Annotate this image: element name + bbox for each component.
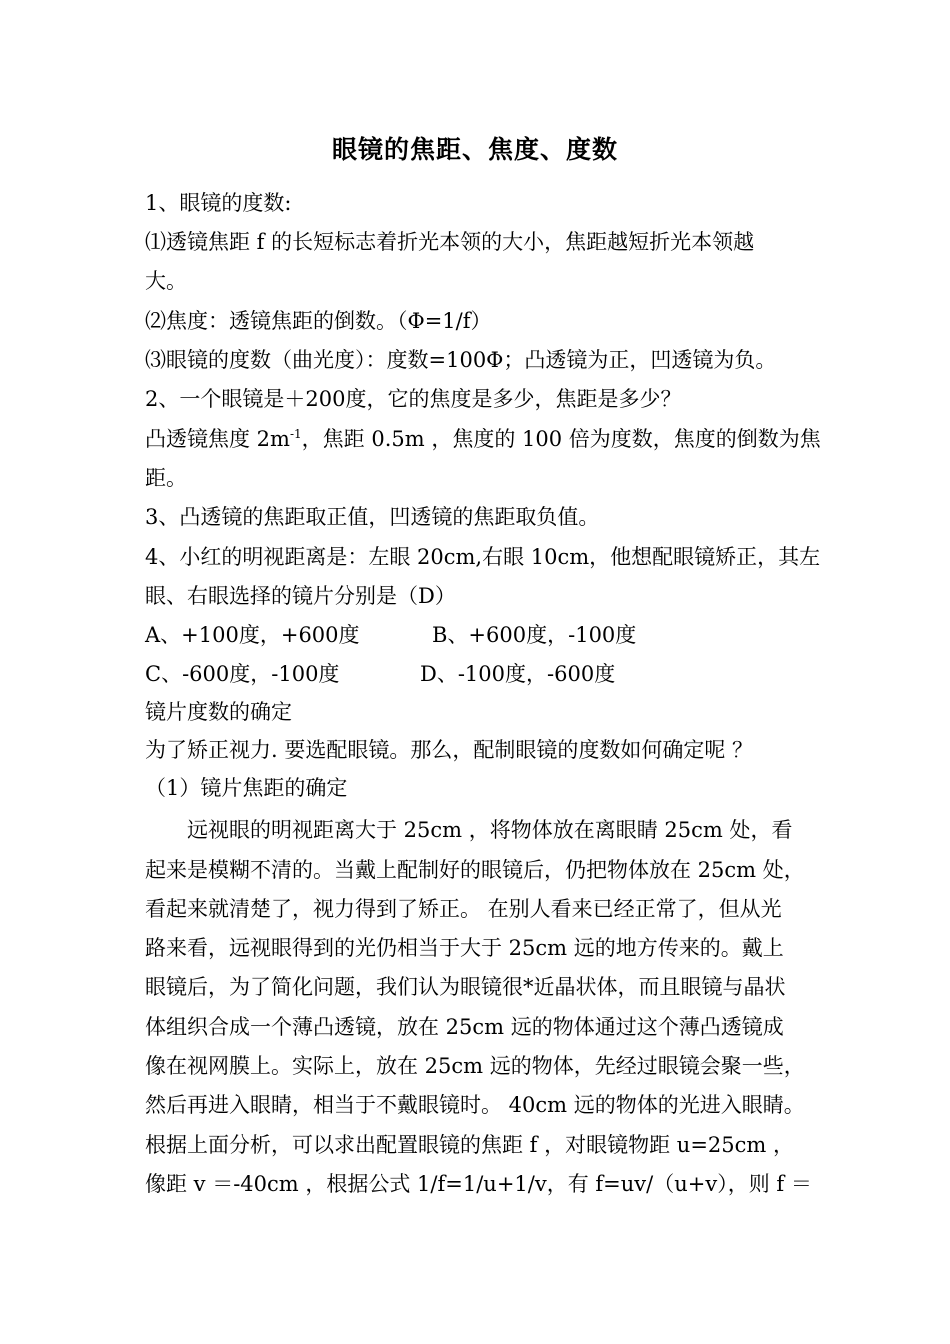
text-line xyxy=(145,424,825,454)
text-fragment: 凸透镜焦度 2m xyxy=(145,427,290,451)
text-line: ⑵焦度：透镜焦距的倒数。（Φ=1/f） xyxy=(145,309,492,333)
paragraph-line: 像距 v ＝-40cm ，根据公式 1/f=1/u+1/v，有 f=uv/（u+v），则 f ＝ xyxy=(145,1172,812,1196)
text-line: 大。 xyxy=(145,269,187,293)
superscript: -1 xyxy=(289,427,302,441)
paragraph-line: 远视眼的明视距离大于 25cm ，将物体放在离眼睛 25cm 处，看 xyxy=(187,818,793,842)
subsection-heading: 镜片度数的确定 xyxy=(145,700,292,724)
page-title: 眼镜的焦距、焦度、度数 xyxy=(331,135,618,164)
option-b: B、+600度，-100度 xyxy=(432,623,637,647)
section-2-heading: 2、一个眼镜是＋200度，它的焦度是多少，焦距是多少？ xyxy=(145,387,682,411)
paragraph-line: 路来看，远视眼得到的光仍相当于大于 25cm 远的地方传来的。戴上 xyxy=(145,936,784,960)
paragraph-line: 像在视网膜上。实际上，放在 25cm 远的物体，先经过眼镜会聚一些， xyxy=(145,1054,805,1078)
paragraph-line: 然后再进入眼睛，相当于不戴眼镜时。 40cm 远的物体的光进入眼睛。 xyxy=(145,1093,805,1117)
paragraph-line: 起来是模糊不清的。当戴上配制好的眼镜后，仍把物体放在 25cm 处， xyxy=(145,858,805,882)
text-fragment: ，焦距 0.5m ，焦度的 100 倍为度数，焦度的倒数为焦 xyxy=(301,427,821,451)
paragraph-line: 看起来就清楚了，视力得到了矫正。 在别人看来已经正常了，但从光 xyxy=(145,897,782,921)
paragraph-line: 体组织合成一个薄凸透镜，放在 25cm 远的物体通过这个薄凸透镜成 xyxy=(145,1015,784,1039)
paragraph-line: 根据上面分析，可以求出配置眼镜的焦距 f ，对眼镜物距 u=25cm ， xyxy=(145,1133,794,1157)
text-line: ⑶眼镜的度数（曲光度）：度数=100Φ；凸透镜为正，凹透镜为负。 xyxy=(145,348,777,372)
paragraph-line: 眼镜后，为了简化问题，我们认为眼镜很*近晶状体，而且眼镜与晶状 xyxy=(145,975,786,999)
subsection-heading: （1）镜片焦距的确定 xyxy=(145,776,348,800)
text-line: ⑴透镜焦距 f 的长短标志着折光本领的大小，焦距越短折光本领越 xyxy=(145,230,755,254)
section-3-heading: 3、凸透镜的焦距取正值，凹透镜的焦距取负值。 xyxy=(145,505,600,529)
section-4-heading: 4、小红的明视距离是：左眼 20cm,右眼 10cm，他想配眼镜矫正，其左 xyxy=(145,545,821,569)
section-1-heading: 1、眼镜的度数: xyxy=(145,191,292,215)
option-a: A、+100度，+600度 xyxy=(145,623,360,647)
option-c: C、-600度，-100度 xyxy=(145,662,340,686)
text-line: 为了矫正视力. 要选配眼镜。那么，配制眼镜的度数如何确定呢 ？ xyxy=(145,738,754,762)
text-line: 距。 xyxy=(145,466,187,490)
text-line: 眼、右眼选择的镜片分别是（D） xyxy=(145,584,456,608)
option-d: D、-100度，-600度 xyxy=(420,662,616,686)
